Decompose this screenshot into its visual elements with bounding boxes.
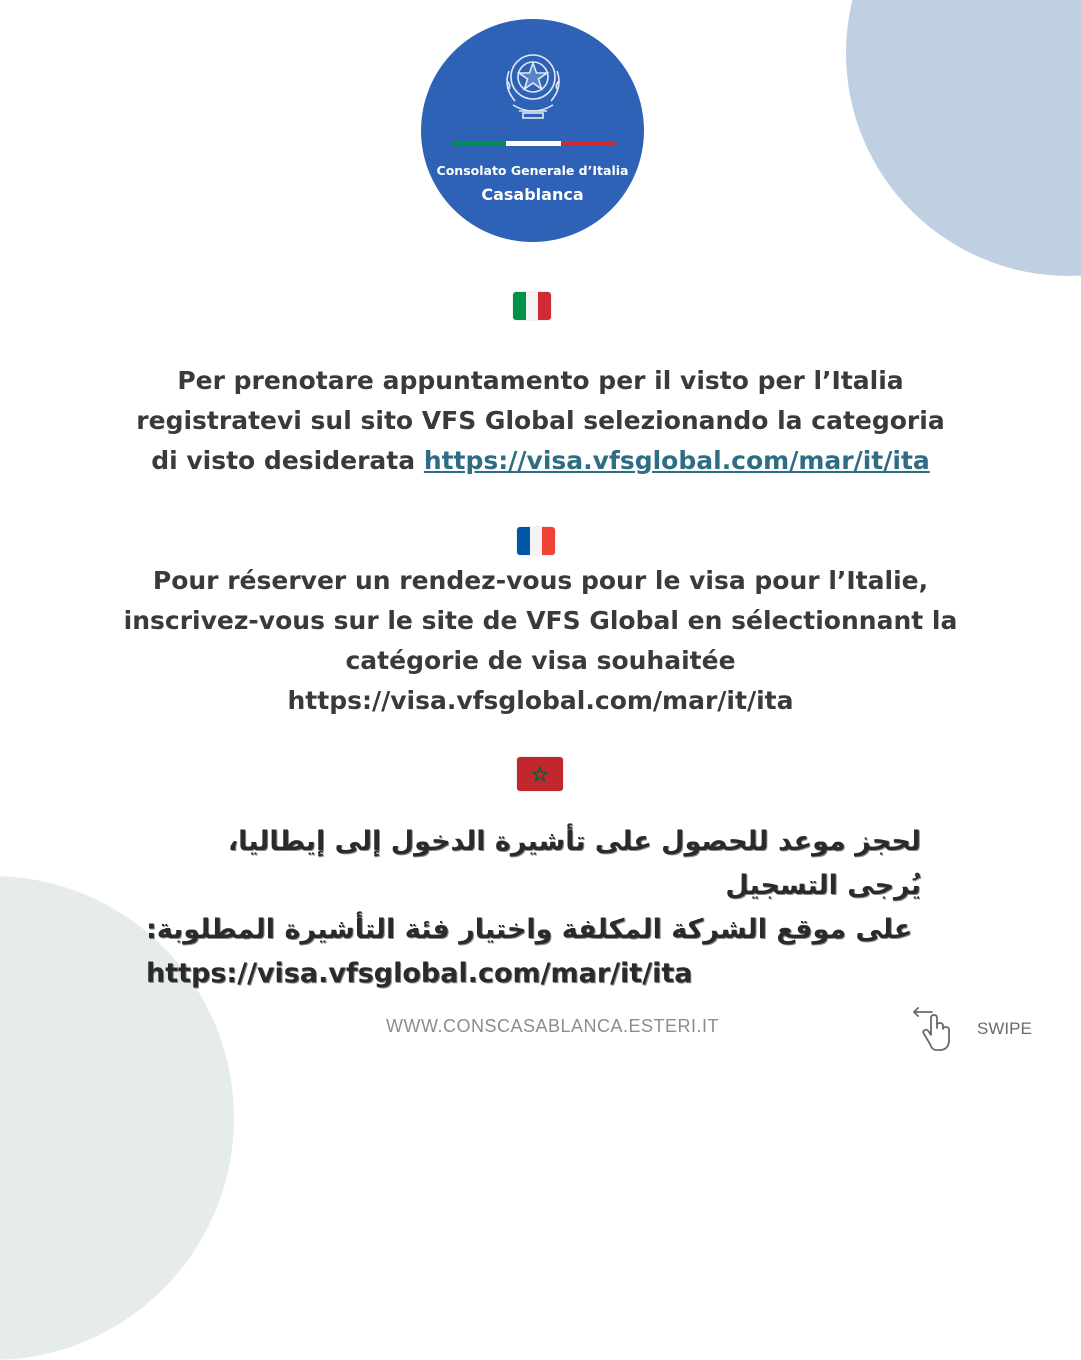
arabic-paragraph <box>146 820 921 996</box>
italian-paragraph <box>70 361 1011 481</box>
italian-line-3: di visto desiderata <box>151 446 424 475</box>
swipe-label: SWIPE <box>977 1019 1032 1038</box>
tricolor-white <box>506 141 561 146</box>
italian-line-1: Per prenotare appuntamento per il visto per l’Italia <box>177 366 904 395</box>
tricolor-green <box>451 141 506 146</box>
tricolor-red <box>561 141 616 146</box>
italian-line-2: registratevi sul sito VFS Global selezionando la categoria <box>136 406 945 435</box>
french-line-3: catégorie de visa souhaitée <box>345 646 736 675</box>
vfs-link-french[interactable]: https://visa.vfsglobal.com/mar/it/ita <box>287 686 794 715</box>
arabic-line-2: على موقع الشركة المكلفة واختيار فئة التأشيرة المطلوبة: <box>146 914 913 945</box>
french-paragraph <box>70 561 1011 721</box>
tricolor-bar <box>451 141 616 146</box>
morocco-star-icon <box>531 765 549 783</box>
arabic-line-1: لحجز موعد للحصول على تأشيرة الدخول إلى إيطاليا، يُرجى التسجيل <box>227 826 921 901</box>
morocco-flag-icon <box>517 757 563 791</box>
italian-emblem-icon <box>497 41 569 125</box>
logo-city: Casablanca <box>481 185 584 204</box>
consulate-website[interactable]: WWW.CONSCASABLANCA.ESTERI.IT <box>385 1016 720 1036</box>
logo-title: Consolato Generale d’Italia <box>436 163 629 178</box>
consulate-logo <box>421 19 644 242</box>
italy-flag-icon <box>513 292 551 320</box>
vfs-link-arabic[interactable]: https://visa.vfsglobal.com/mar/it/ita <box>146 958 693 989</box>
france-flag-icon <box>517 527 555 555</box>
french-line-2: inscrivez-vous sur le site de VFS Global en sélectionnant la <box>123 606 958 635</box>
vfs-link-italian[interactable]: https://visa.vfsglobal.com/mar/it/ita <box>423 446 930 475</box>
decorative-circle-top-right <box>846 0 1081 276</box>
french-line-1: Pour réserver un rendez-vous pour le visa pour l’Italie, <box>152 566 929 595</box>
swipe-hand-icon <box>910 1004 960 1054</box>
